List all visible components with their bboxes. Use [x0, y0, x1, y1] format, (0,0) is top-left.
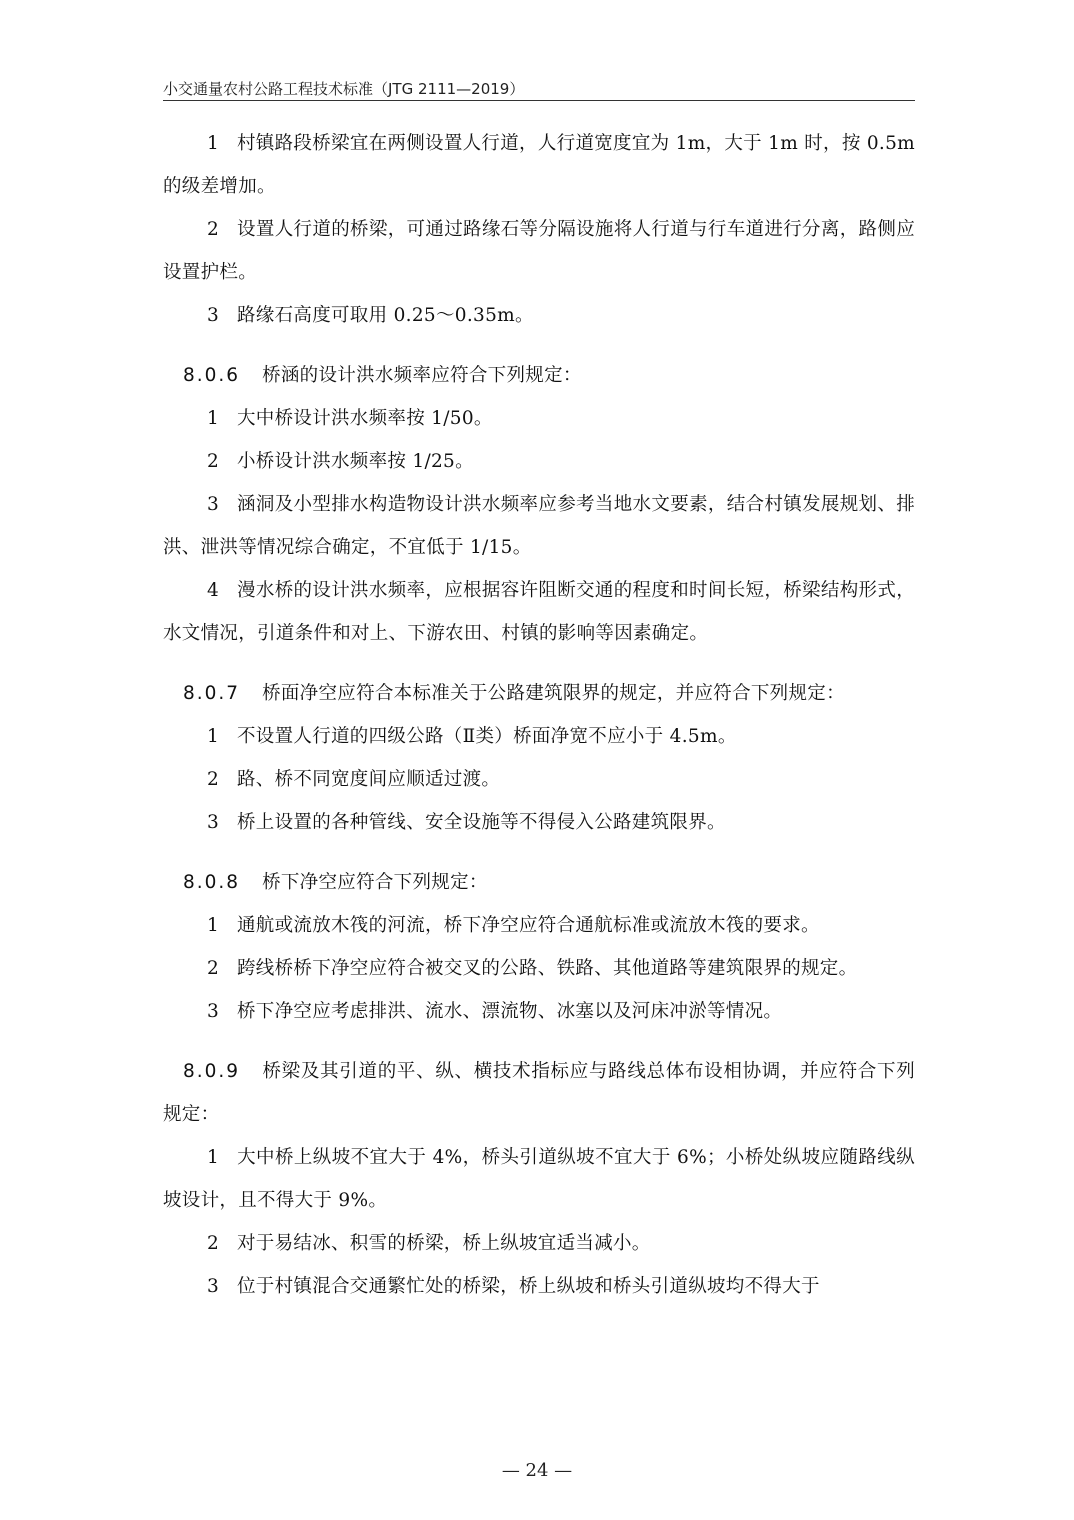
item-number: 1 [207, 915, 220, 936]
item-number: 2 [207, 769, 220, 790]
item-number: 3 [207, 812, 220, 833]
clause-text: 桥涵的设计洪水频率应符合下列规定： [262, 365, 582, 386]
item-text: 通航或流放木筏的河流，桥下净空应符合通航标准或流放木筏的要求。 [237, 915, 820, 936]
document-body [163, 122, 915, 1308]
item-text: 村镇路段桥梁宜在两侧设置人行道，人行道宽度宜为 1m，大于 1m 时，按 0.5m 的级差增加。 [163, 133, 915, 197]
clause-number: 8.0.6 [183, 365, 241, 386]
list-item [163, 569, 915, 655]
item-text: 路、桥不同宽度间应顺适过渡。 [237, 769, 501, 790]
list-item [163, 947, 915, 990]
header-rule [163, 100, 915, 101]
clause-text: 桥面净空应符合本标准关于公路建筑限界的规定，并应符合下列规定： [262, 683, 845, 704]
item-number: 4 [207, 580, 220, 601]
item-number: 1 [207, 1147, 220, 1168]
item-text: 大中桥设计洪水频率按 1/50。 [237, 408, 493, 429]
list-item [163, 990, 915, 1033]
list-item [163, 758, 915, 801]
item-text: 位于村镇混合交通繁忙处的桥梁，桥上纵坡和桥头引道纵坡均不得大于 [237, 1276, 820, 1297]
item-number: 2 [207, 1233, 220, 1254]
list-item [163, 208, 915, 294]
section-clause [163, 354, 915, 397]
item-number: 2 [207, 958, 220, 979]
item-text: 设置人行道的桥梁，可通过路缘石等分隔设施将人行道与行车道进行分离，路侧应设置护栏。 [163, 219, 915, 283]
page-number: — 24 — [501, 1460, 573, 1481]
item-text: 小桥设计洪水频率按 1/25。 [237, 451, 474, 472]
section-clause [163, 1050, 915, 1136]
item-text: 桥下净空应考虑排洪、流水、漂流物、冰塞以及河床冲淤等情况。 [237, 1001, 783, 1022]
list-item [163, 483, 915, 569]
item-text: 对于易结冰、积雪的桥梁，桥上纵坡宜适当减小。 [237, 1233, 651, 1254]
item-text: 路缘石高度可取用 0.25～0.35m。 [237, 305, 534, 326]
clause-text: 桥梁及其引道的平、纵、横技术指标应与路线总体布设相协调，并应符合下列规定： [163, 1061, 915, 1125]
clause-text: 桥下净空应符合下列规定： [262, 872, 488, 893]
clause-number: 8.0.9 [183, 1061, 241, 1082]
item-number: 3 [207, 1001, 220, 1022]
item-number: 2 [207, 219, 220, 240]
item-number: 1 [207, 133, 220, 154]
item-text: 大中桥上纵坡不宜大于 4%，桥头引道纵坡不宜大于 6%；小桥处纵坡应随路线纵坡设计，且不得大于 9%。 [163, 1147, 915, 1211]
clause-number: 8.0.7 [183, 683, 241, 704]
item-text: 不设置人行道的四级公路（Ⅱ类）桥面净宽不应小于 4.5m。 [237, 726, 737, 747]
list-item [163, 1265, 915, 1308]
clause-number: 8.0.8 [183, 872, 241, 893]
list-item [163, 715, 915, 758]
item-number: 3 [207, 305, 220, 326]
section-clause [163, 672, 915, 715]
list-item [163, 122, 915, 208]
list-item [163, 397, 915, 440]
list-item [163, 904, 915, 947]
item-text: 漫水桥的设计洪水频率，应根据容许阻断交通的程度和时间长短，桥梁结构形式，水文情况，引道条件和对上、下游农田、村镇的影响等因素确定。 [163, 580, 915, 644]
item-number: 1 [207, 726, 220, 747]
running-header: 小交通量农村公路工程技术标准（JTG 2111—2019） [163, 80, 525, 98]
item-number: 2 [207, 451, 220, 472]
list-item [163, 440, 915, 483]
item-text: 跨线桥桥下净空应符合被交叉的公路、铁路、其他道路等建筑限界的规定。 [237, 958, 858, 979]
item-text: 涵洞及小型排水构造物设计洪水频率应参考当地水文要素，结合村镇发展规划、排洪、泄洪等情况综合确定，不宜低于 1/15。 [163, 494, 915, 558]
list-item [163, 294, 915, 337]
list-item [163, 801, 915, 844]
item-text: 桥上设置的各种管线、安全设施等不得侵入公路建筑限界。 [237, 812, 726, 833]
list-item [163, 1136, 915, 1222]
item-number: 3 [207, 1276, 220, 1297]
item-number: 1 [207, 408, 220, 429]
section-clause [163, 861, 915, 904]
item-number: 3 [207, 494, 220, 515]
list-item [163, 1222, 915, 1265]
